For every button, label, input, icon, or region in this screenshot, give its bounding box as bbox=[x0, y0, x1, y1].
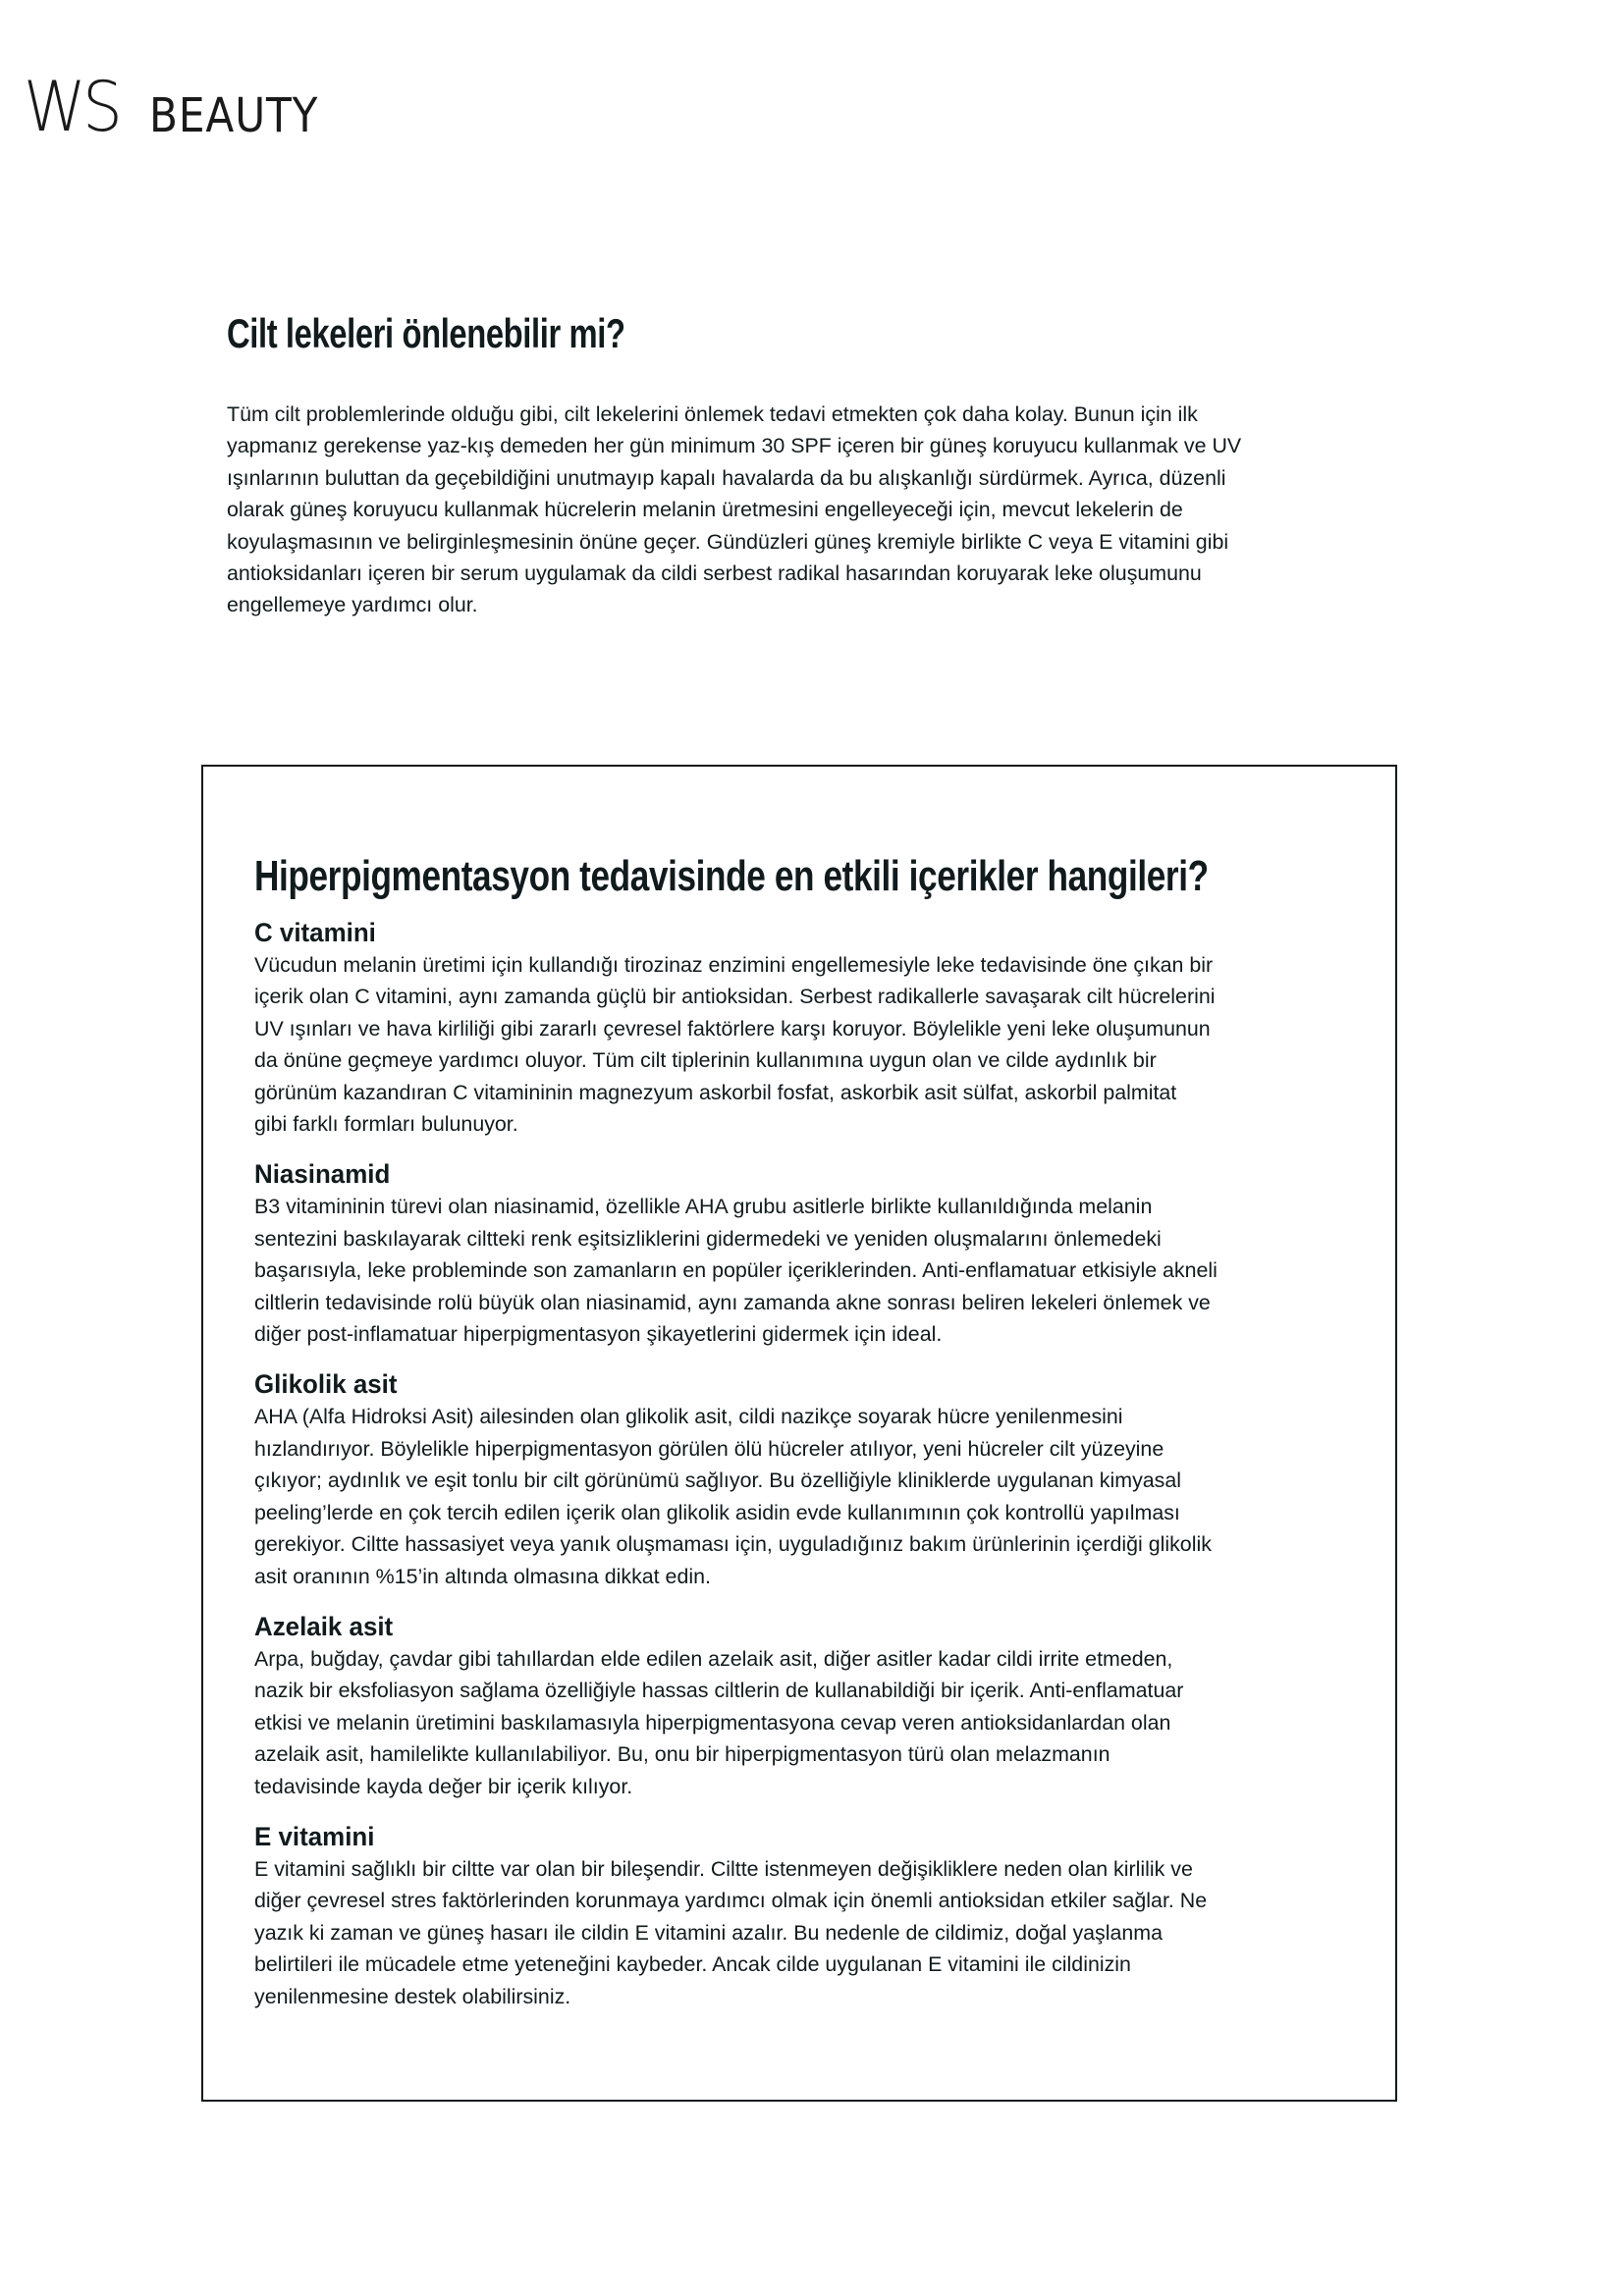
text-line: Tüm cilt problemlerinde olduğu gibi, cilt lekelerini önlemek tedavi etmekten çok daha kolay. Bunun için ilk bbox=[227, 402, 1198, 426]
text-line: yazık ki zaman ve güneş hasarı ile cildin E vitamini azalır. Bu nedenle de cildimiz, doğal yaşlanma bbox=[254, 1920, 1164, 1945]
text-line: içerik olan C vitamini, aynı zamanda güçlü bir antioksidan. Serbest radikallerle savaşarak cilt hücrelerini bbox=[254, 985, 1216, 1009]
text-line: görünüm kazandıran C vitamininin magnezyum askorbil fosfat, askorbik asit sülfat, askorbil palmitat bbox=[254, 1080, 1177, 1104]
ingredient-description bbox=[254, 1643, 1374, 1802]
ingredient-title: Glikolik asit bbox=[254, 1369, 398, 1400]
text-line: çıkıyor; aydınlık ve eşit tonlu bir cilt görünümü sağlıyor. Bu özelliğiyle kliniklerde uygulanan kimyasal bbox=[254, 1468, 1182, 1493]
intro-paragraph bbox=[227, 399, 1405, 621]
text-line: tedavisinde kayda değer bir içerik kılıyor. bbox=[254, 1774, 633, 1798]
ingredients-box bbox=[201, 765, 1397, 2102]
ingredient-title: C vitamini bbox=[254, 918, 376, 947]
ingredient-title: Azelaik asit bbox=[254, 1611, 394, 1641]
text-line: Arpa, buğday, çavdar gibi tahıllardan elde edilen azelaik asit, diğer asitler kadar cildi irrite etmeden, bbox=[254, 1646, 1173, 1671]
text-line: belirtileri ile mücadele etme yeteneğini kaybeder. Ancak cilde uygulanan E vitamini ile cildinizin bbox=[254, 1952, 1131, 1977]
text-line: yenilenmesine destek olabilirsiniz. bbox=[254, 1984, 571, 2008]
intro-section bbox=[227, 306, 1405, 621]
logo-wordmark: BEAUTY bbox=[148, 88, 319, 143]
intro-title: Cilt lekeleri önlenebilir mi? bbox=[227, 310, 625, 356]
text-line: koyulaşmasının ve belirginleşmesinin önüne geçer. Gündüzleri güneş kremiyle birlikte C veya E vitamini gibi bbox=[227, 529, 1229, 554]
ingredient-e-vitamini bbox=[254, 1820, 1374, 2012]
ingredient-glikolik-asit bbox=[254, 1367, 1374, 1591]
ingredient-description bbox=[254, 1853, 1374, 2012]
ingredient-description bbox=[254, 949, 1374, 1140]
logo-mark: WS bbox=[24, 67, 120, 147]
text-line: ışınlarının buluttan da geçebildiğini unutmayıp kapalı havalarda da bu alışkanlığı sürdürmek. Ayrıca, düzenli bbox=[227, 465, 1226, 490]
text-line: başarısıyla, leke probleminde son zamanların en popüler içeriklerinden. Anti-enflamatuar etkisiyle akneli bbox=[254, 1258, 1218, 1283]
box-title: Hiperpigmentasyon tedavisinde en etkili içerikler hangileri? bbox=[254, 852, 1209, 900]
text-line: gibi farklı formları bulunuyor. bbox=[254, 1112, 518, 1137]
text-line: antioksidanları içeren bir serum uygulamak da cildi serbest radikal hasarından koruyarak leke oluşumunu bbox=[227, 561, 1202, 586]
text-line: engellemeye yardımcı olur. bbox=[227, 593, 478, 617]
ingredient-description bbox=[254, 1191, 1374, 1350]
text-line: UV ışınları ve hava kirliliği gibi zararlı çevresel faktörlere karşı koruyor. Böylelikle yeni leke oluşumunun bbox=[254, 1016, 1211, 1041]
text-line: diğer çevresel stres faktörlerinden korunmaya yardımcı olmak için önemli antioksidan etkiler sağlar. Ne bbox=[254, 1889, 1208, 1913]
text-line: AHA (Alfa Hidroksi Asit) ailesinden olan glikolik asit, cildi nazikçe soyarak hücre yenilenmesini bbox=[254, 1405, 1123, 1429]
text-line: sentezini baskılayarak ciltteki renk eşitsizliklerini gidermedeki ve yeniden oluşmalarını önlemedeki bbox=[254, 1226, 1162, 1251]
ingredient-azelaik-asit bbox=[254, 1610, 1374, 1802]
text-line: diğer post-inflamatuar hiperpigmentasyon şikayetlerini gidermek için ideal. bbox=[254, 1322, 943, 1347]
text-line: etkisi ve melanin üretimini baskılamasıyla hiperpigmentasyona cevap veren antioksidanlardan olan bbox=[254, 1710, 1171, 1735]
ingredient-title: E vitamini bbox=[254, 1821, 375, 1851]
text-line: olarak güneş koruyucu kullanmak hücrelerin melanin üretmesini engelleyeceği için, mevcut lekelerin de bbox=[227, 498, 1183, 522]
text-line: peeling’lerde en çok tercih edilen içerik olan glikolik asidin evde kullanımının çok kontrollü yapılması bbox=[254, 1500, 1180, 1524]
text-line: ciltlerin tedavisinde rolü büyük olan niasinamid, aynı zamanda akne sonrası beliren lekeleri önlemek ve bbox=[254, 1290, 1211, 1314]
text-line: da önüne geçmeye yardımcı oluyor. Tüm cilt tiplerinin kullanımına uygun olan ve cilde aydınlık bir bbox=[254, 1048, 1157, 1073]
text-line: nazik bir eksfoliasyon sağlama özelliğiyle hassas ciltlerin de kullanabildiği bir içerik. Anti-enflamatuar bbox=[254, 1679, 1184, 1703]
text-line: gerekiyor. Ciltte hassasiyet veya yanık oluşmaması için, uyguladığınız bakım ürünlerinin içerdiği glikolik bbox=[254, 1532, 1212, 1557]
brand-logo bbox=[24, 63, 342, 147]
ingredient-niasinamid bbox=[254, 1157, 1374, 1350]
text-line: azelaik asit, hamilelikte kullanılabiliyor. Bu, onu bir hiperpigmentasyon türü olan melazmanın bbox=[254, 1742, 1110, 1767]
ingredient-c-vitamini bbox=[254, 916, 1374, 1140]
text-line: yapmanız gerekense yaz-kış demeden her gün minimum 30 SPF içeren bir güneş koruyucu kullanmak ve UV bbox=[227, 434, 1242, 458]
text-line: B3 vitamininin türevi olan niasinamid, özellikle AHA grubu asitlerle birlikte kullanıldığında melanin bbox=[254, 1195, 1153, 1219]
ingredient-description bbox=[254, 1401, 1374, 1591]
text-line: asit oranının %15’in altında olmasına dikkat edin. bbox=[254, 1564, 711, 1588]
text-line: E vitamini sağlıklı bir ciltte var olan bir bileşendir. Ciltte istenmeyen değişikliklere neden olan kirlilik ve bbox=[254, 1856, 1193, 1881]
text-line: hızlandırıyor. Böylelikle hiperpigmentasyon görülen ölü hücreler atılıyor, yeni hücreler cilt yüzeyine bbox=[254, 1436, 1164, 1461]
text-line: Vücudun melanin üretimi için kullandığı tirozinaz enzimini engellemesiyle leke tedavisinde öne çıkan bir bbox=[254, 953, 1214, 977]
ingredient-title: Niasinamid bbox=[254, 1159, 391, 1190]
